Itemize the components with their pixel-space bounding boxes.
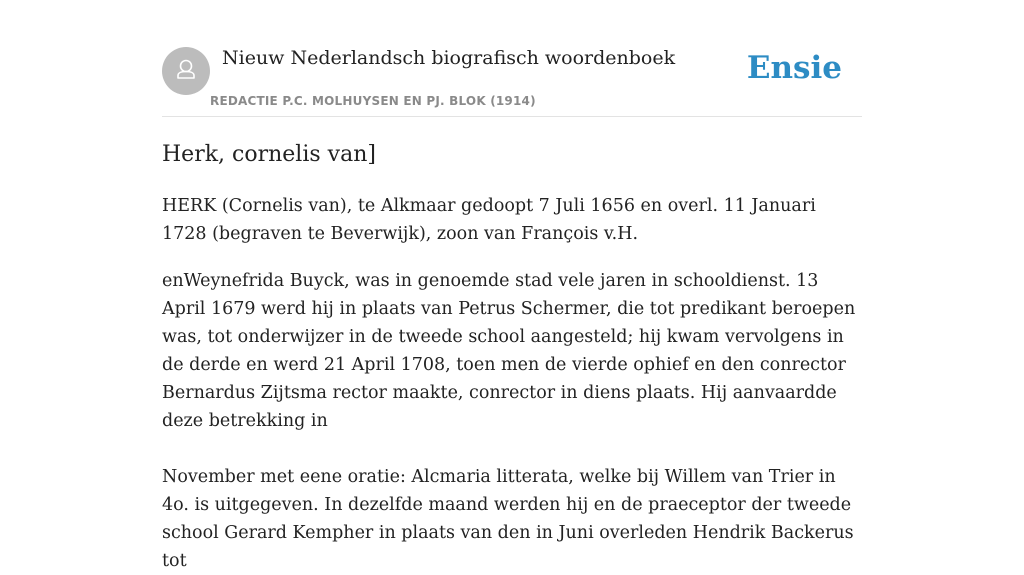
content-column: [162, 0, 862, 571]
source-subtitle: REDACTIE P.C. MOLHUYSEN EN PJ. BLOK (1914): [210, 94, 536, 108]
source-title[interactable]: Nieuw Nederlandsch biografisch woordenboek: [222, 47, 676, 69]
source-header: [162, 0, 862, 117]
user-icon[interactable]: [162, 47, 210, 95]
article-body: [162, 192, 862, 575]
article-paragraph: November met eene oratie: Alcmaria litterata, welke bij Willem van Trier in 4o. is uitgegeven. In dezelfde maand werden hij en de praeceptor der tweede school Gerard Kempher in plaats van den in Juni overleden Hendrik Backerus tot: [162, 467, 854, 571]
article-title: Herk, cornelis van]: [162, 142, 376, 167]
article-paragraph: enWeynefrida Buyck, was in genoemde stad vele jaren in schooldienst. 13 April 1679 werd hij in plaats van Petrus Schermer, die tot predikant beroepen was, tot onderwijzer in de tweede school aangesteld; hij kwam vervolgens in de derde en werd 21 April 1708, toen men de vierde ophief en den conrector Bernardus Zijtsma rector maakte, conrector in diens plaats. Hij aanvaardde deze betrekking in: [162, 271, 856, 431]
article-paragraph: HERK (Cornelis van), te Alkmaar gedoopt 7 Juli 1656 en overl. 11 Januari 1728 (begraven te Beverwijk), zoon van François v.H.: [162, 196, 816, 244]
brand-logo[interactable]: Ensie: [746, 50, 842, 86]
